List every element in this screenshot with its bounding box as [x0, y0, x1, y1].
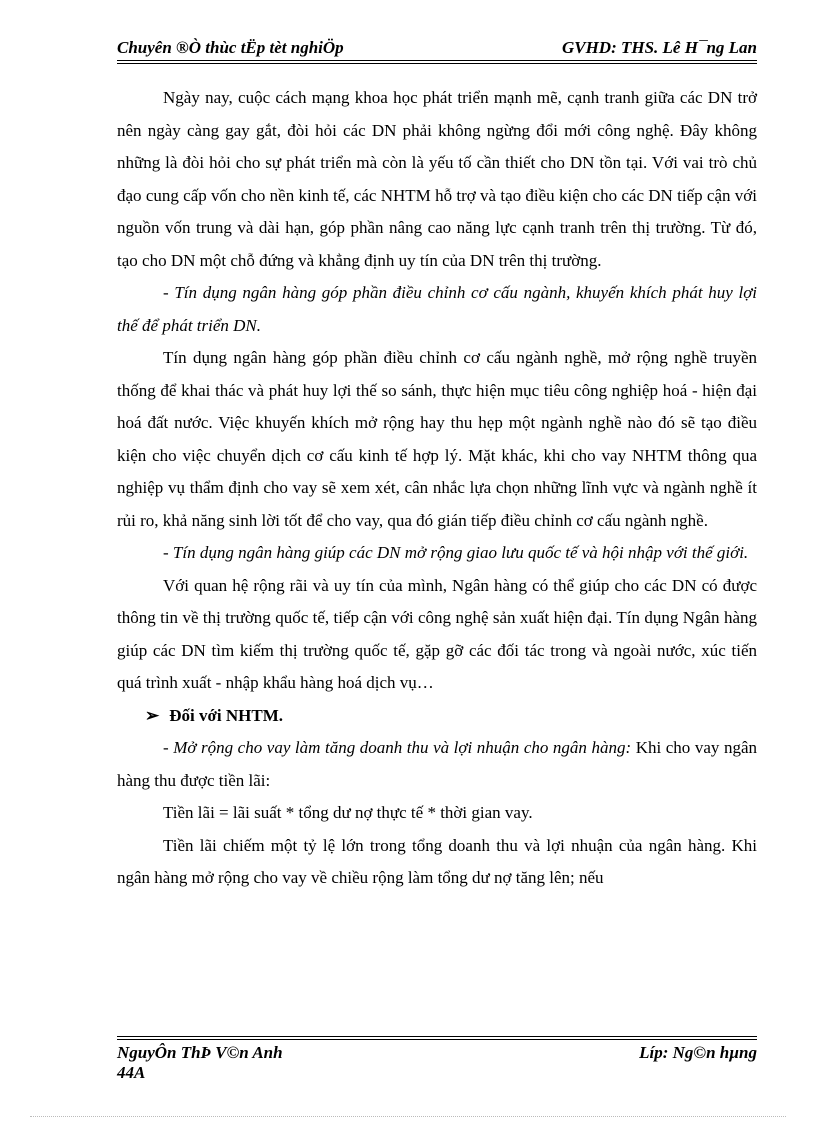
paragraph: Ngày nay, cuộc cách mạng khoa học phát triển mạnh mẽ, cạnh tranh giữa các DN trở nên ngày càng gay gắt, đòi hỏi các DN phải không ngừng đổi mới công nghệ. Đây không những là đòi hỏi cho sự phát triển mà còn là yếu tố cần thiết cho DN tồn tại. Với vai trò chủ đạo cung cấp vốn cho nền kinh tế, các NHTM hỗ trợ và tạo điều kiện cho các DN tiếp cận với nguồn vốn trung và dài hạn, góp phần nâng cao năng lực cạnh tranh trên thị trường. Từ đó, tạo cho DN một chỗ đứng và khẳng định uy tín của DN trên thị trường.	[117, 88, 757, 270]
bullet-heading-text: Đối với NHTM.	[169, 705, 284, 725]
footer-rule	[117, 1036, 757, 1040]
paragraph: Tín dụng ngân hàng góp phần điều chỉnh cơ cấu ngành nghề, mở rộng nghề truyền thống để khai thác và phát huy lợi thế so sánh, thực hiện mục tiêu công nghiệp hoá - hiện đại hoá đất nước. Việc khuyến khích mở rộng hay thu hẹp một ngành nghề nào đó sẽ tạo điều kiện cho việc chuyển dịch cơ cấu kinh tế hợp lý. Mặt khác, khi cho vay NHTM thông qua nghiệp vụ thẩm định cho vay sẽ xem xét, cân nhắc lựa chọn những lĩnh vực và ngành nghề ít rủi ro, khả năng sinh lời tốt để cho vay, qua đó gián tiếp điều chỉnh cơ cấu ngành nghề.	[117, 348, 757, 530]
footer-class: Líp: Ng©n hµng	[639, 1043, 757, 1062]
header-advisor: GVHD: THS. Lê H¯ng Lan	[561, 38, 757, 57]
italic-subheading: - Tín dụng ngân hàng góp phần điều chỉnh cơ cấu ngành, khuyến khích phát huy lợi thế để phát triển DN.	[117, 283, 757, 335]
italic-subheading: - Tín dụng ngân hàng giúp các DN mở rộng giao lưu quốc tế và hội nhập với thế giới.	[163, 543, 749, 562]
page-bottom-border	[30, 1116, 786, 1117]
paragraph-text: Khi cho vay ngân hàng thu được tiền lãi:	[117, 738, 757, 790]
bullet-heading	[117, 700, 757, 733]
page-header	[117, 38, 757, 58]
header-rule	[117, 60, 757, 64]
paragraph: Với quan hệ rộng rãi và uy tín của mình, Ngân hàng có thể giúp cho các DN có được thông tin về thị trường quốc tế, tiếp cận với công nghệ sản xuất hiện đại. Tín dụng Ngân hàng giúp các DN tìm kiếm thị trường quốc tế, gặp gỡ các đối tác trong và ngoài nước, xúc tiến quá trình xuất - nhập khẩu hàng hoá dịch vụ…	[117, 575, 757, 692]
footer-class-code: 44A	[117, 1063, 146, 1082]
paragraph: Tiền lãi chiếm một tỷ lệ lớn trong tổng doanh thu và lợi nhuận của ngân hàng. Khi ngân hàng mở rộng cho vay về chiều rộng làm tổng dư nợ tăng lên; nếu	[117, 835, 757, 887]
document-body	[117, 82, 757, 895]
italic-lead: - Mở rộng cho vay làm tăng doanh thu và lợi nhuận cho ngân hàng:	[163, 738, 632, 757]
arrow-bullet-icon: ➢	[145, 705, 160, 725]
paragraph	[117, 732, 757, 797]
formula-line: Tiền lãi = lãi suất * tổng dư nợ thực tế * thời gian vay.	[163, 803, 533, 822]
footer-author: NguyÔn ThÞ V©n Anh	[117, 1043, 283, 1062]
page-footer	[117, 1043, 757, 1083]
header-thesis-title: Chuyên ®Ò thùc tËp tèt nghiÖp	[117, 38, 344, 57]
